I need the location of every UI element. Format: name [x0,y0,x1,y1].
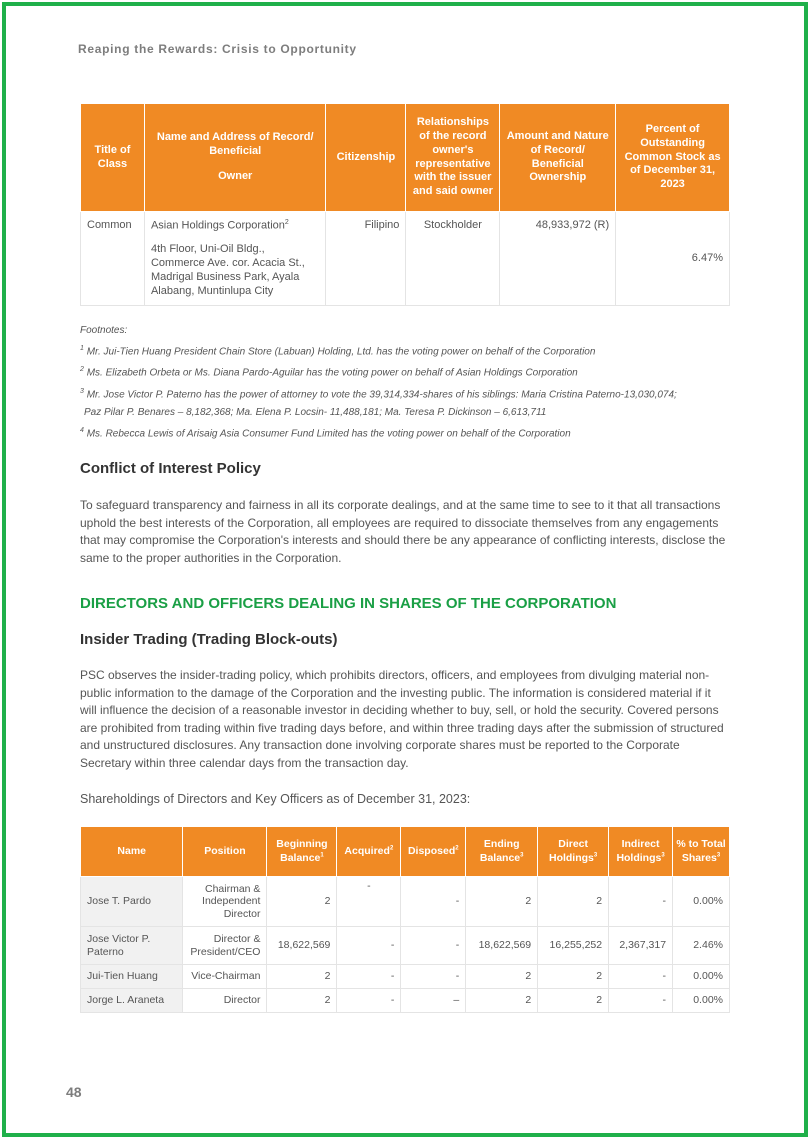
header-disposed: Disposed$^2$ [401,827,466,877]
cell-direct: 2 [538,989,609,1013]
cell-direct: 16,255,252 [538,927,609,965]
cell-disposed: - [401,927,466,965]
header-percent: Percent of Outstanding Common Stock as of December 31, 2023 [616,104,730,212]
cell-indirect: - [609,965,673,989]
owner-name: Asian Holdings Corporation [150,219,285,232]
cell-ending: 2 [466,965,538,989]
cell-name-address [144,212,326,306]
cell-ending: 18,622,569 [466,927,538,965]
header-pct-total-shares: % to Total Shares$^3$ [673,827,730,877]
cell-disposed: - [401,965,466,989]
cell-position: Chairman & Independent Director [183,877,267,927]
cell-disposed: - [401,877,466,927]
cell-name: Jose T. Pardo [81,877,183,927]
header-acquired: Acquired$^2$ [337,827,401,877]
cell-ending: 2 [466,877,538,927]
cell-name: Jose Victor P. Paterno [81,927,183,965]
conflict-heading: Conflict of Interest Policy [80,460,261,477]
cell-ending: 2 [466,989,538,1013]
header-direct-holdings: Direct Holdings$^3$ [538,827,609,877]
table-row [81,212,730,306]
cell-pct: 0.00% [673,965,730,989]
table-row [81,927,730,965]
shareholdings-caption: Shareholdings of Directors and Key Officers as of December 31, 2023: [80,792,471,806]
header-amount: Amount and Nature of Record/ Beneficial Ownership [500,104,616,212]
header-name: Name [81,827,183,877]
header-beginning-balance: Beginning Balance$^1$ [267,827,337,877]
cell-beginning: 2 [267,989,337,1013]
cell-position: Vice-Chairman [183,965,267,989]
cell-beginning: 2 [267,965,337,989]
cell-pct: 0.00% [673,989,730,1013]
running-head: Reaping the Rewards: Crisis to Opportunity [78,42,357,56]
table-row [81,965,730,989]
header-name-address-line1: Name and Address of Record/ Beneficial [156,130,314,157]
cell-acquired: - [337,965,401,989]
cell-direct: 2 [538,965,609,989]
cell-beginning: 18,622,569 [267,927,337,965]
insider-paragraph: PSC observes the insider-trading policy, which prohibits directors, officers, and employees from divulging material non-public information to the damage of the Corporation and the investing public. The information is considered material if it will influence the decision of a reasonable investor in deciding whether to buy, sell, or hold the security. Covered persons are prohibited from trading within five trading days before, and within three trading days after the submission of structured and unstructured disclosures. Any transaction done involving corporate shares must be reported to the Corporate Secretary within three calendar days from the transaction day. [80,668,724,770]
footnotes [80,322,740,443]
footnote-item: $^1$ Mr. Jui-Tien Huang President Chain Store (Labuan) Holding, Ltd. has the voting power on behalf of the Corporation [80,345,596,358]
insider-heading: Insider Trading (Trading Block-outs) [80,631,338,648]
table-row [81,989,730,1013]
cell-position: Director [183,989,267,1013]
cell-name: Jui-Tien Huang [81,965,183,989]
cell-amount: 48,933,972 (R) [500,212,616,306]
header-title-of-class: Title of Class [81,104,145,212]
cell-pct: 0.00% [673,877,730,927]
header-indirect-holdings: Indirect Holdings$^3$ [609,827,673,877]
cell-direct: 2 [538,877,609,927]
cell-indirect: - [609,989,673,1013]
section-heading: DIRECTORS AND OFFICERS DEALING IN SHARES OF THE CORPORATION [80,595,617,612]
cell-class: Common [81,212,145,306]
cell-acquired: - [337,927,401,965]
header-position: Position [183,827,267,877]
header-name-address-line2: Owner [218,170,253,183]
cell-disposed: – [401,989,466,1013]
shareholdings-table [80,826,730,1013]
ownership-header-row [81,104,730,212]
ownership-table [80,103,730,306]
cell-acquired: - [337,989,401,1013]
cell-pct: 2.46% [673,927,730,965]
footnote-item: $^3$ Mr. Jose Victor P. Paterno has the power of attorney to vote the 39,314,334-shares of his siblings: Maria Cristina Paterno-13,030,074; [80,387,677,400]
page-number: 48 [66,1084,82,1100]
cell-indirect: 2,367,317 [609,927,673,965]
cell-name: Jorge L. Araneta [81,989,183,1013]
header-ending-balance: Ending Balance$^3$ [466,827,538,877]
shareholdings-header-row [81,827,730,877]
footnote-item: $^2$ Ms. Elizabeth Orbeta or Ms. Diana Pardo-Aguilar has the voting power on behalf of Asian Holdings Corporation [80,366,578,379]
owner-name-footnote-ref: 2 [284,219,289,226]
cell-position: Director & President/CEO [183,927,267,965]
cell-citizenship: Filipino [326,212,406,306]
cell-percent: 6.47% [616,212,730,306]
cell-indirect: - [609,877,673,927]
footnote-item: Paz Pilar P. Benares – 8,182,368; Ma. Elena P. Locsin- 11,488,181; Ma. Teresa P. Dickinson – 6,613,711 [84,406,547,418]
owner-address: 4th Floor, Uni-Oil Bldg., Commerce Ave. cor. Acacia St., Madrigal Business Park, Ayala Alabang, Muntinlupa City [150,243,305,297]
conflict-paragraph: To safeguard transparency and fairness in all its corporate dealings, and at the same time to see to it that all transactions uphold the best interests of the Corporation, all employees are required to dissociate themselves from any engagements that may compromise the Corporation's interests and should there be any appearance of conflicting interests, disclose the same to the proper authorities in the Corporation. [80,498,726,565]
header-name-address [144,104,326,212]
cell-acquired: - [337,877,401,927]
footnotes-label: Footnotes: [80,325,128,336]
header-citizenship: Citizenship [326,104,406,212]
table-row [81,877,730,927]
cell-beginning: 2 [267,877,337,927]
cell-relationship: Stockholder [406,212,500,306]
header-relationship: Relationships of the record owner's representative with the issuer and said owner [406,104,500,212]
footnote-item: $^4$ Ms. Rebecca Lewis of Arisaig Asia Consumer Fund Limited has the voting power on behalf of the Corporation [80,426,571,440]
